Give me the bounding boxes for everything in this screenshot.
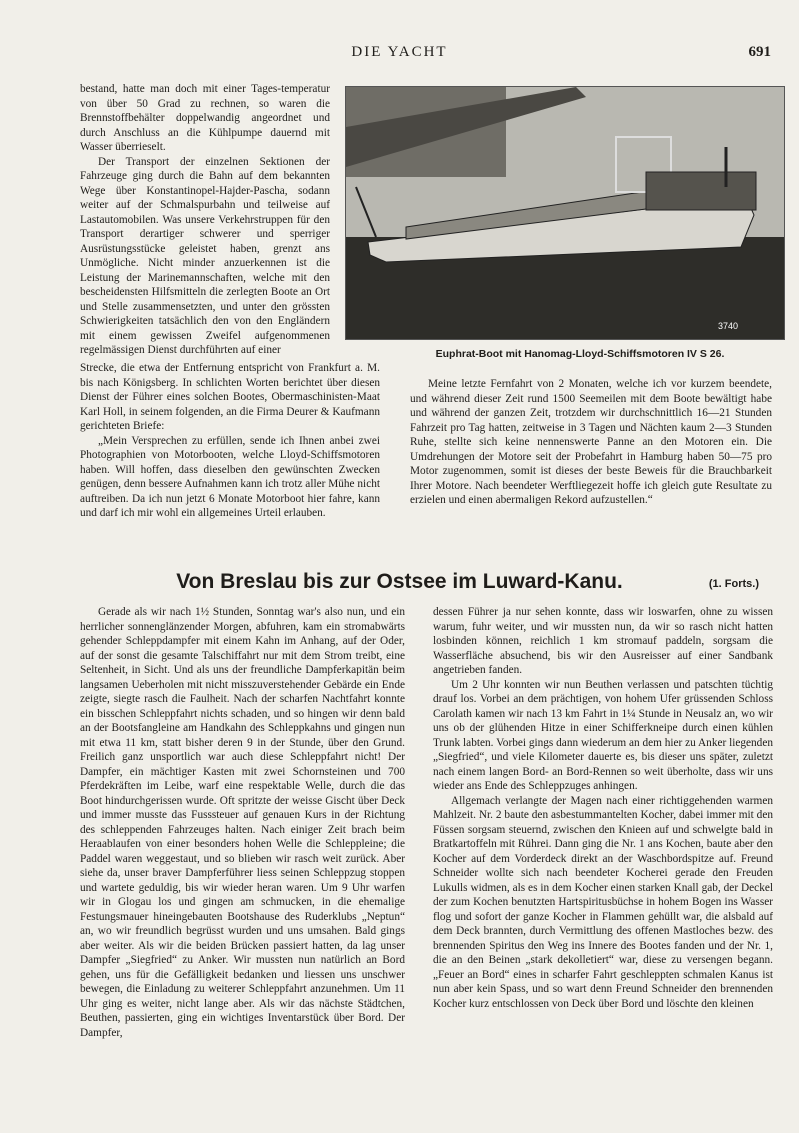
photo-caption: Euphrat-Boot mit Hanomag-Lloyd-Schiffsmotoren IV S 26.	[435, 348, 725, 360]
paragraph: Strecke, die etwa der Entfernung entspricht von Frankfurt a. M. bis nach Königsberg. In schlichten Worten berichtet über diesen Dienst der Führer eines solchen Bootes, Obermaschinisten-Maat Karl Holl, in seinem folgenden, an die Firma Deurer & Kaufmann gerichteten Briefe:	[80, 362, 380, 432]
boat-illustration	[346, 87, 784, 339]
column-top-right	[410, 377, 772, 508]
page-number: 691	[748, 44, 771, 60]
photo-credit: 3740	[718, 321, 739, 331]
column-full-top	[80, 361, 380, 521]
paragraph: Gerade als wir nach 1½ Stunden, Sonntag war's also nun, und ein herrlicher sonnenglänzender Morgen, abfuhren, kam ein stromabwärts gehender Schleppdampfer mit einem Kahn im Anhang, auf der Oder, auf der sonst die gesamte Talschiffahrt nur mit dem Strom treibt, eine Seltenheit, in Sicht. Und als uns der freundliche Dampferkapitän beim langsamen Ueberholen mit nicht misszuverstehender Gebärde ein Ende zeigte, siegte rasch die Faulheit. Nach der scharfen Nachtfahrt konnte ein bisschen Schleppfahrt nichts schaden, und so hingen wir denn bald an der Bootsfangleine am Handkahn des Schleppkahns und gingen nun mit etwa 11 km, statt bisher deren 9 in der Stunde, über den Grund. Freilich ganz unsportlich war auch diese Schleppfahrt nicht! Der Dampfer, ein mächtiger Kasten mit zwei Schornsteinen und 700 Pferdekräften im Leibe, warf eine respektable Welle, durch die das Boot hindurchgerissen wurde. Oft spritzte der weisse Gischt über Deck und immer musste das Fusssteuer auf genauen Kurs in der Richtung des schleppenden Fahrzeuges halten. Nach einiger Zeit brach beim Heraablaufen von einer besonders hohen Welle die Schleppleine; die Paddel waren weggestaut, und so blieben wir rasch weit zurück. Aber siehe da, unser braver Dampferführer liess seinen Schleppzug stoppen und wartete geduldig, bis wir wieder heran waren. Um 9 Uhr warfen wir in Glogau los und gingen am schmucken, in die ehemalige Festungsmauer hineingebauten Bootshause des Ruderklubs „Neptun“ an, wo wir freundlich begrüsst wurden und uns umsahen. Bald gings aber weiter. Als wir die beiden Brücken passiert hatten, da lag unser Dampfer „Siegfried“ zu Anker. Wir mussten nun natürlich an Bord gehen, uns für die Gefälligkeit bedanken und liessen uns unschwer bewegen, die Einladung zu weiterer Schleppfahrt anzunehmen. Um 11 Uhr ging es weiter, nicht lange aber. Als wir das nächste Städtchen, Beuthen, passierten, ging ein wichtiges Inventarstück über Bord. Der Dampfer,	[80, 606, 405, 1039]
column-top-left	[80, 82, 330, 358]
paragraph: Um 2 Uhr konnten wir nun Beuthen verlassen und patschten tüchtig drauf los. Vorbei an dem prächtigen, von hohem Ufer grüssenden Schloss Carolath kamen wir nach 13 km Fahrt in 1¼ Stunde in Neusalz an, wo wir uns ob der glühenden Hitze in einer Schifferkneipe durch einen kühlen Trunk labten. Vorbei gings dann wiederum an dem hier zu Anker liegenden „Siegfried“, und viele Kilometer dauerte es, bis dieser uns später, zuletzt nach einem langen Bord- an Bord-Rennen so weit überholte, dass wir uns wieder ans Ende des Schleppzuges anhingen.	[433, 678, 773, 792]
article-title: Von Breslau bis zur Ostsee im Luward-Kanu.	[176, 570, 623, 593]
paragraph: Meine letzte Fernfahrt von 2 Monaten, welche ich vor kurzem beendete, und während dieser Zeit rund 1500 Seemeilen mit dem Boote bewältigt habe und während der ganzen Zeit, trotzdem wir durchschnittlich 16—21 Stunden Fahrzeit pro Tag hatten, zeitweise in 3 Tagen und Nächten kaum 2—3 Stunden Ruhe, stellte sich keine nennenswerte Panne an den Motoren ein. Die Umdrehungen der Motore seit der Probefahrt in Hamburg haben 50—75 pro Motor zugenommen, somit ist dieses der beste Beweis für die Brauchbarkeit Ihrer Motore. Nach beendeter Werftliegezeit hoffe ich gleich gute Resultate zu erzielen und einen abermaligen Rekord aufzustellen.“	[410, 378, 772, 506]
paragraph: dessen Führer ja nur sehen konnte, dass wir loswarfen, ohne zu wissen warum, fuhr weiter, und wir mussten nun, da wir so rasch nicht hatten losbinden können, reichlich 1 km stromauf paddeln, sorgsam die Wasserfläche absuchend, bis wir den Ausreisser auf einer Sandbank angetrieben fanden.	[433, 606, 773, 676]
article-note: (1. Forts.)	[708, 578, 759, 590]
paragraph: Der Transport der einzelnen Sektionen der Fahrzeuge ging durch die Bahn auf dem bekannten Wege über Konstantinopel-Hajder-Pascha, sodann weiter auf der Schmalspurbahn und teilweise auf Lastautomobilen. Was unsere Verkehrstruppen für den Transport derartiger schwerer und sperriger Ausrüstungsstücke geleistet haben, grenzt ans Unmögliche. Nicht minder anzuerkennen ist die Leistung der Marinemannschaften, welche mit den bescheidensten Hilfsmitteln die zerlegten Boote an Ort und Stelle zusammensetzten, und unter den grössten Schwierigkeiten tatsächlich den von den Engländern mit einem gewissen Zweifel aufgenommenen regelmässigen Dienst durchführten auf einer	[80, 155, 330, 356]
column-bottom-left	[80, 605, 405, 1040]
paragraph: bestand, hatte man doch mit einer Tages-temperatur von über 50 Grad zu rechnen, so waren die Brennstoffbehälter doppelwandig angeordnet und durch Anschluss an die Kühlpumpe dauernd mit Wasser überrieselt.	[80, 83, 330, 153]
column-bottom-right	[433, 605, 773, 1011]
boat-photo	[345, 86, 785, 340]
running-head: DIE YACHT	[351, 44, 448, 60]
paragraph: „Mein Versprechen zu erfüllen, sende ich Ihnen anbei zwei Photographien von Motorbooten, welche Lloyd-Schiffsmotoren haben. Will hoffen, dass dieselben den gewünschten Zwecken genügen, denn bessere Aufnahmen kann ich trotz aller Mühe nicht auftreiben. Da ich nun jetzt 6 Monate Motorboot hier fahre, kann und darf ich mir wohl ein allgemeines Urteil erlauben.	[80, 434, 380, 519]
paragraph: Allgemach verlangte der Magen nach einer richtiggehenden warmen Mahlzeit. Nr. 2 baute den asbestummantelten Kocher, dabei immer mit den Füssen sorgsam steuernd, zwischen den Knieen auf und schwelgte bald in Bratkartoffeln mit Rührei. Dann ging die Nr. 1 ans Kochen, baute aber den Kocher auf dem Vorderdeck direkt an der Waschbordspitze auf. Freund Schneider wollte sich nach beendeter Kocherei gerade den Freuden Lukulls widmen, als es in dem Kocher einen starken Knall gab, der Deckel der zum Kochen benutzten Hartspiritusbüchse in hohem Bogen ins Wasser flog und sofort der ganze Kocher in Flammen gehüllt war, die alsbald auf dem Deck brannten, durch Vermittlung des offenen Mastloches bezw. des brennenden Spiritus den Weg ins Innere des Bootes fanden und der Nr. 1, die an den Beinen „stark dekolletiert“ war, diese zu versengen begann. „Feuer an Bord“ eines in scharfer Fahrt geschleppten schmalen Kanus ist nun aber kein Spass, und so wart denn Freund Schneider den brennenden Kocher kurz entschlossen von Deck über Bord und löschte den kleinen	[433, 794, 773, 1010]
